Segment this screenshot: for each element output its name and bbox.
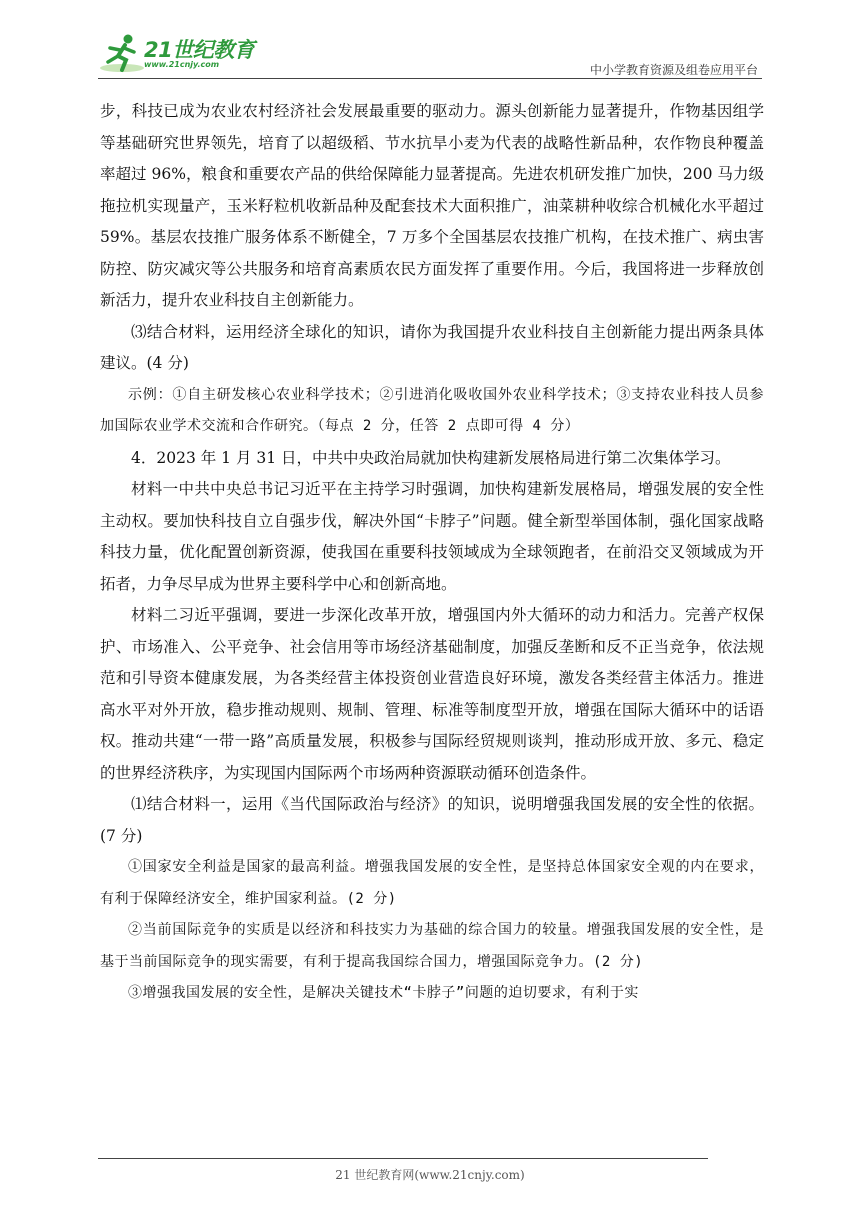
answer-3: 示例：①自主研发核心农业科学技术；②引进消化吸收国外农业科学技术；③支持农业科技人员参加国际农业学术交流和合作研究。（每点 2 分，任答 2 点即可得 4 分） [100,386,764,434]
question-4-1: ⑴结合材料一，运用《当代国际政治与经济》的知识，说明增强我国发展的安全性的依据。(7 分) [100,795,764,845]
footer-divider [98,1158,708,1159]
runner-logo-icon [98,30,146,76]
paragraph-material-continued: 步，科技已成为农业农村经济社会发展最重要的驱动力。源头创新能力显著提升，作物基因组学等基础研究世界领先，培育了以超级稻、节水抗旱小麦为代表的战略性新品种，农作物良种覆盖率超过 96%，粮食和重要农产品的供给保障能力显著提高。先进农机研发推广加快，200 马力级拖拉机实现量产，玉米籽粒机收新品种及配套技术大面积推广，油菜耕种收综合机械化水平超过 59%。基层农技推广服务体系不断健全，7 万多个全国基层农技推广机构，在技术推广、病虫害防控、防灾减灾等公共服务和培育高素质农民方面发挥了重要作用。今后，我国将进一步释放创新活力，提升农业科技自主创新能力。 [100,102,764,309]
page-header [98,30,762,80]
site-logo[interactable] [98,30,298,76]
question-3: ⑶结合材料，运用经济全球化的知识，请你为我国提升农业科技自主创新能力提出两条具体建议。(4 分) [100,322,764,372]
material-two: 材料二习近平强调，要进一步深化改革开放，增强国内外大循环的动力和活力。完善产权保护、市场准入、公平竞争、社会信用等市场经济基础制度，加强反垄断和反不正当竞争，依法规范和引导资本健康发展，为各类经营主体投资创业营造良好环境，激发各类经营主体活力。推进高水平对外开放，稳步推动规则、规制、管理、标准等制度型开放，增强在国际大循环中的话语权。推动共建“一带一路”高质量发展，积极参与国际经贸规则谈判，推动形成开放、多元、稳定的世界经济秩序，为实现国内国际两个市场两种资源联动循环创造条件。 [100,606,764,782]
question-4-intro: 4．2023 年 1 月 31 日，中共中央政治局就加快构建新发展格局进行第二次集体学习。 [131,448,731,467]
platform-name: 中小学教育资源及组卷应用平台 [589,63,758,77]
answer-point-3: ③增强我国发展的安全性，是解决关键技术“卡脖子”问题的迫切要求，有利于实 [128,985,639,1001]
header-divider [98,78,762,79]
answer-point-2: ②当前国际竞争的实质是以经济和科技实力为基础的综合国力的较量。增强我国发展的安全性，是基于当前国际竞争的现实需要，有利于提高我国综合国力，增强国际竞争力。(2 分) [100,922,764,970]
logo-url: www.21cnjy.com [144,60,220,69]
document-body [100,96,764,1010]
logo-text: 21世纪教育 [144,38,255,62]
page-footer: 21 世纪教育网(www.21cnjy.com) [335,1168,525,1182]
material-one: 材料一中共中央总书记习近平在主持学习时强调，加快构建新发展格局，增强发展的安全性主动权。要加快科技自立自强步伐，解决外国“卡脖子”问题。健全新型举国体制，强化国家战略科技力量，优化配置创新资源，使我国在重要科技领域成为全球领跑者，在前沿交叉领域成为开拓者，力争尽早成为世界主要科学中心和创新高地。 [100,480,764,593]
answer-point-1: ①国家安全利益是国家的最高利益。增强我国发展的安全性，是坚持总体国家安全观的内在要求，有利于保障经济安全，维护国家利益。(2 分) [100,859,764,907]
